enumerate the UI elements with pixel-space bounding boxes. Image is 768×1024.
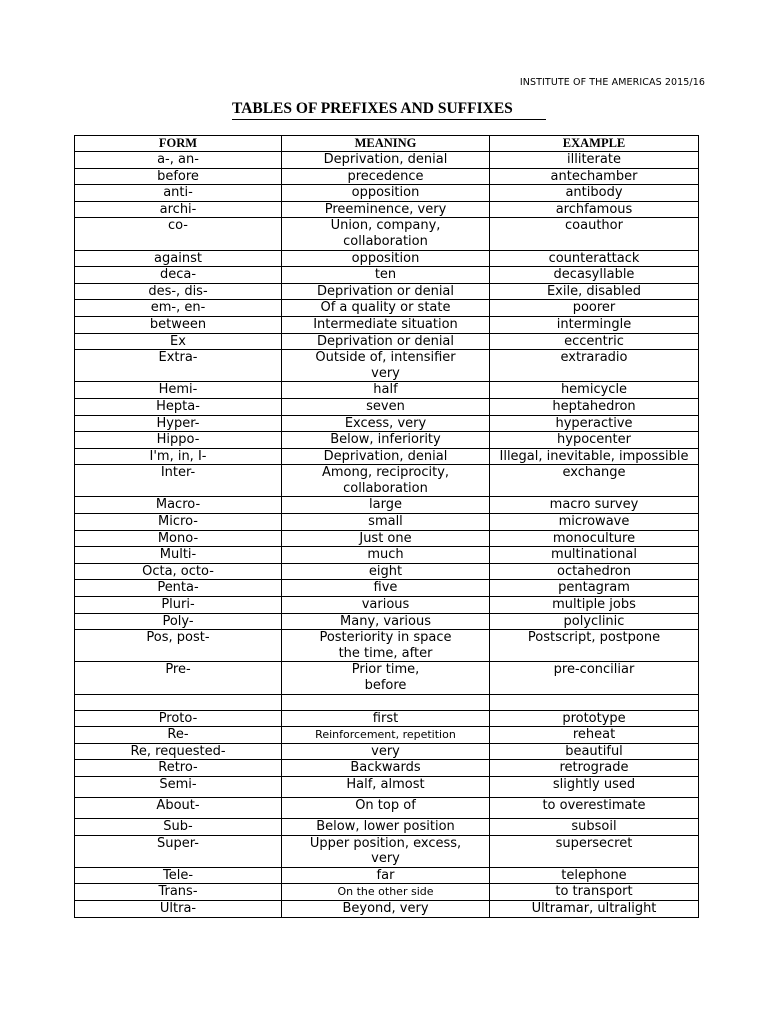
cell-meaning — [282, 432, 490, 449]
cell-example — [490, 867, 699, 884]
cell-form — [75, 530, 282, 547]
form-text: Trans- — [158, 884, 198, 900]
table-row — [75, 818, 699, 835]
meaning-text: five — [373, 580, 398, 596]
cell-example — [490, 497, 699, 514]
meaning-text: Among, reciprocity, collaboration — [321, 465, 450, 496]
cell-form — [75, 613, 282, 630]
cell-example — [490, 580, 699, 597]
meaning-text: On the other side — [337, 885, 434, 899]
cell-form — [75, 630, 282, 662]
cell-form — [75, 514, 282, 531]
meaning-text: much — [367, 547, 404, 563]
form-text: Extra- — [158, 350, 198, 366]
cell-example — [490, 743, 699, 760]
cell-example — [490, 267, 699, 284]
table-row — [75, 168, 699, 185]
cell-meaning — [282, 563, 490, 580]
form-text: Tele- — [162, 867, 194, 883]
form-text: Pluri- — [161, 597, 195, 613]
example-text: microwave — [558, 514, 630, 530]
table-row — [75, 432, 699, 449]
cell-example — [490, 300, 699, 317]
column-header-meaning: MEANING — [282, 136, 490, 152]
table-row — [75, 316, 699, 333]
cell-meaning — [282, 710, 490, 727]
meaning-text: various — [361, 597, 410, 613]
form-text: Pre- — [165, 662, 191, 678]
cell-meaning — [282, 497, 490, 514]
document-title: TABLES OF PREFIXES AND SUFFIXES — [232, 100, 546, 120]
cell-meaning — [282, 835, 490, 867]
table-row — [75, 497, 699, 514]
cell-example — [490, 694, 699, 710]
example-text: coauthor — [565, 218, 623, 234]
cell-example — [490, 350, 699, 382]
cell-form — [75, 432, 282, 449]
cell-meaning — [282, 250, 490, 267]
cell-example — [490, 547, 699, 564]
cell-meaning — [282, 514, 490, 531]
table-row — [75, 448, 699, 465]
cell-meaning — [282, 884, 490, 901]
example-text: Illegal, inevitable, impossible — [499, 448, 689, 464]
form-text: Hyper- — [156, 415, 200, 431]
cell-form — [75, 694, 282, 710]
cell-form — [75, 283, 282, 300]
form-text: Re- — [167, 727, 189, 743]
example-text: hyperactive — [555, 415, 633, 431]
cell-form — [75, 218, 282, 250]
meaning-text: half — [373, 382, 398, 398]
form-text: Macro- — [155, 497, 201, 513]
meaning-text: opposition — [351, 250, 420, 266]
cell-meaning — [282, 743, 490, 760]
meaning-text: Intermediate situation — [313, 316, 458, 332]
example-text: multinational — [551, 547, 637, 563]
table-row — [75, 776, 699, 797]
cell-meaning — [282, 867, 490, 884]
cell-meaning — [282, 662, 490, 694]
table-row — [75, 300, 699, 317]
cell-form — [75, 250, 282, 267]
meaning-text: Deprivation, denial — [323, 448, 448, 464]
example-text: octahedron — [557, 563, 631, 579]
form-text: Inter- — [160, 465, 196, 481]
cell-form — [75, 448, 282, 465]
form-text: Penta- — [157, 580, 199, 596]
example-text: Ultramar, ultralight — [531, 900, 657, 916]
form-text: against — [154, 250, 202, 266]
example-text: pre-conciliar — [553, 662, 635, 678]
cell-meaning — [282, 530, 490, 547]
cell-form — [75, 580, 282, 597]
cell-meaning — [282, 333, 490, 350]
cell-example — [490, 662, 699, 694]
table-row — [75, 250, 699, 267]
cell-meaning — [282, 350, 490, 382]
cell-form — [75, 350, 282, 382]
cell-example — [490, 316, 699, 333]
form-text: em-, en- — [150, 300, 206, 316]
cell-meaning — [282, 218, 490, 250]
cell-form — [75, 743, 282, 760]
meaning-text: seven — [366, 398, 405, 414]
example-text: antibody — [565, 185, 623, 201]
meaning-text: ten — [374, 267, 397, 283]
table-row — [75, 514, 699, 531]
cell-meaning — [282, 597, 490, 614]
example-text: counterattack — [548, 250, 640, 266]
cell-form — [75, 597, 282, 614]
column-header-example: EXAMPLE — [490, 136, 699, 152]
table-header-row — [75, 136, 699, 152]
cell-form — [75, 415, 282, 432]
cell-meaning — [282, 547, 490, 564]
cell-form — [75, 267, 282, 284]
cell-example — [490, 884, 699, 901]
cell-example — [490, 597, 699, 614]
table-row — [75, 597, 699, 614]
cell-form — [75, 168, 282, 185]
example-text: to overestimate — [542, 797, 646, 813]
cell-example — [490, 760, 699, 777]
table-row — [75, 710, 699, 727]
cell-meaning — [282, 168, 490, 185]
cell-example — [490, 613, 699, 630]
example-text: eccentric — [564, 333, 624, 349]
cell-meaning — [282, 465, 490, 497]
meaning-text: far — [376, 867, 395, 883]
cell-example — [490, 432, 699, 449]
example-text: to transport — [555, 884, 633, 900]
table-row — [75, 283, 699, 300]
cell-meaning — [282, 185, 490, 202]
form-text: Sub- — [163, 818, 193, 834]
meaning-text: Excess, very — [344, 415, 427, 431]
cell-meaning — [282, 415, 490, 432]
example-text: polyclinic — [563, 613, 625, 629]
cell-form — [75, 547, 282, 564]
form-text: Hippo- — [156, 432, 200, 448]
meaning-text: Posteriority in space the time, after — [319, 630, 452, 661]
cell-form — [75, 398, 282, 415]
cell-form — [75, 727, 282, 744]
form-text: between — [149, 316, 207, 332]
cell-example — [490, 333, 699, 350]
example-text: hemicycle — [560, 382, 628, 398]
meaning-text: Below, lower position — [316, 818, 455, 834]
form-text: Re, requested- — [130, 743, 226, 759]
cell-meaning — [282, 818, 490, 835]
meaning-text: Of a quality or state — [320, 300, 451, 316]
cell-form — [75, 760, 282, 777]
table-row — [75, 333, 699, 350]
table-row — [75, 398, 699, 415]
cell-example — [490, 152, 699, 169]
meaning-text: opposition — [351, 185, 420, 201]
form-text: Hepta- — [156, 398, 200, 414]
meaning-text: eight — [368, 563, 403, 579]
cell-meaning — [282, 694, 490, 710]
example-text: decasyllable — [553, 267, 635, 283]
cell-meaning — [282, 776, 490, 797]
cell-example — [490, 382, 699, 399]
cell-form — [75, 316, 282, 333]
cell-form — [75, 563, 282, 580]
cell-form — [75, 710, 282, 727]
cell-example — [490, 776, 699, 797]
cell-meaning — [282, 398, 490, 415]
form-text: a-, an- — [157, 152, 199, 167]
meaning-text: large — [369, 497, 402, 513]
table-row — [75, 350, 699, 382]
table-row — [75, 267, 699, 284]
cell-form — [75, 465, 282, 497]
form-text: Micro- — [158, 514, 198, 530]
cell-form — [75, 201, 282, 218]
example-text: antechamber — [550, 168, 638, 184]
example-text: macro survey — [549, 497, 639, 513]
table-row — [75, 530, 699, 547]
meaning-text: Backwards — [350, 760, 421, 776]
cell-example — [490, 250, 699, 267]
form-text: Pos, post- — [146, 630, 210, 646]
example-text: monoculture — [552, 530, 636, 546]
example-text: telephone — [561, 867, 627, 883]
example-text: hypocenter — [557, 432, 631, 448]
cell-form — [75, 152, 282, 169]
table-row — [75, 152, 699, 169]
institute-header: INSTITUTE OF THE AMERICAS 2015/16 — [519, 77, 705, 88]
example-text: archfamous — [555, 201, 633, 217]
table-row — [75, 743, 699, 760]
cell-form — [75, 333, 282, 350]
cell-example — [490, 710, 699, 727]
cell-form — [75, 867, 282, 884]
cell-meaning — [282, 900, 490, 917]
meaning-text: Upper position, excess, very — [309, 835, 462, 867]
cell-form — [75, 497, 282, 514]
cell-meaning — [282, 630, 490, 662]
cell-example — [490, 514, 699, 531]
cell-meaning — [282, 448, 490, 465]
table-row — [75, 415, 699, 432]
form-text: I'm, in, I- — [149, 448, 207, 464]
cell-example — [490, 727, 699, 744]
form-text: Super- — [157, 835, 199, 851]
meaning-text: Many, various — [340, 613, 431, 629]
cell-example — [490, 835, 699, 867]
example-text: supersecret — [555, 835, 633, 851]
example-text: poorer — [572, 300, 616, 316]
meaning-text: Deprivation or denial — [316, 283, 455, 299]
example-text: Postscript, postpone — [527, 630, 661, 646]
table-row — [75, 630, 699, 662]
example-text: exchange — [562, 465, 626, 481]
meaning-text: On top of — [355, 797, 416, 813]
cell-meaning — [282, 760, 490, 777]
form-text: Retro- — [158, 760, 198, 776]
form-text: Poly- — [162, 613, 194, 629]
meaning-text: Half, almost — [346, 776, 425, 792]
column-header-form: FORM — [75, 136, 282, 152]
table-row — [75, 465, 699, 497]
example-text: illiterate — [567, 152, 621, 167]
table-row — [75, 201, 699, 218]
cell-form — [75, 835, 282, 867]
form-text: Hemi- — [158, 382, 198, 398]
cell-example — [490, 398, 699, 415]
table-row — [75, 867, 699, 884]
form-text: About- — [156, 797, 200, 813]
meaning-text: Preeminence, very — [324, 201, 447, 217]
form-text: deca- — [159, 267, 197, 283]
cell-meaning — [282, 316, 490, 333]
cell-form — [75, 300, 282, 317]
meaning-text: very — [371, 743, 400, 759]
meaning-text: Deprivation, denial — [323, 152, 448, 167]
table-row — [75, 884, 699, 901]
cell-example — [490, 797, 699, 818]
form-text: Multi- — [159, 547, 197, 563]
table-row — [75, 797, 699, 818]
cell-example — [490, 900, 699, 917]
form-text: Proto- — [158, 710, 198, 726]
cell-meaning — [282, 152, 490, 169]
meaning-text: precedence — [347, 168, 424, 184]
meaning-text: Outside of, intensifier very — [315, 350, 456, 381]
cell-example — [490, 283, 699, 300]
form-text: Ultra- — [159, 900, 197, 916]
cell-example — [490, 465, 699, 497]
cell-meaning — [282, 201, 490, 218]
cell-meaning — [282, 727, 490, 744]
cell-example — [490, 201, 699, 218]
form-text: Mono- — [157, 530, 199, 546]
example-text: subsoil — [571, 818, 617, 834]
cell-meaning — [282, 283, 490, 300]
cell-meaning — [282, 797, 490, 818]
table-row — [75, 580, 699, 597]
meaning-text: Union, company, collaboration — [330, 218, 441, 249]
form-text: des-, dis- — [148, 283, 208, 299]
cell-example — [490, 448, 699, 465]
form-text: anti- — [163, 185, 193, 201]
table-row — [75, 835, 699, 867]
table-row — [75, 662, 699, 694]
example-text: beautiful — [565, 743, 623, 759]
table-row — [75, 613, 699, 630]
example-text: heptahedron — [552, 398, 636, 414]
table-row — [75, 547, 699, 564]
form-text: Semi- — [159, 776, 197, 792]
meaning-text: Prior time, before — [351, 662, 420, 693]
cell-meaning — [282, 580, 490, 597]
example-text: Exile, disabled — [546, 283, 642, 299]
prefix-table — [74, 135, 699, 918]
cell-example — [490, 218, 699, 250]
cell-example — [490, 530, 699, 547]
form-text: Ex — [170, 333, 186, 349]
example-text: pentagram — [558, 580, 630, 596]
meaning-text: Just one — [359, 530, 412, 546]
meaning-text: small — [368, 514, 403, 530]
cell-example — [490, 168, 699, 185]
cell-form — [75, 662, 282, 694]
table-row — [75, 760, 699, 777]
form-text: Octa, octo- — [142, 563, 214, 579]
cell-meaning — [282, 382, 490, 399]
cell-example — [490, 415, 699, 432]
example-text: intermingle — [556, 316, 632, 332]
cell-form — [75, 900, 282, 917]
cell-form — [75, 797, 282, 818]
example-text: slightly used — [552, 776, 636, 792]
cell-meaning — [282, 613, 490, 630]
cell-example — [490, 818, 699, 835]
meaning-text: Beyond, very — [342, 900, 429, 916]
example-text: prototype — [562, 710, 626, 726]
table-row — [75, 727, 699, 744]
meaning-text: Deprivation or denial — [316, 333, 455, 349]
table-row — [75, 563, 699, 580]
example-text: retrograde — [559, 760, 629, 776]
cell-meaning — [282, 267, 490, 284]
meaning-text: first — [372, 710, 399, 726]
form-text: archi- — [159, 201, 197, 217]
example-text: reheat — [572, 727, 616, 743]
example-text: extraradio — [560, 350, 628, 366]
form-text: co- — [167, 218, 189, 234]
table-row — [75, 694, 699, 710]
cell-form — [75, 185, 282, 202]
cell-form — [75, 884, 282, 901]
cell-form — [75, 818, 282, 835]
form-text: before — [157, 168, 199, 184]
table-row — [75, 900, 699, 917]
cell-meaning — [282, 300, 490, 317]
cell-example — [490, 630, 699, 662]
table-body — [75, 152, 699, 918]
meaning-text: Reinforcement, repetition — [315, 728, 456, 742]
table-row — [75, 382, 699, 399]
example-text: multiple jobs — [552, 597, 636, 613]
table-row — [75, 185, 699, 202]
cell-form — [75, 776, 282, 797]
cell-example — [490, 185, 699, 202]
cell-form — [75, 382, 282, 399]
cell-example — [490, 563, 699, 580]
table-row — [75, 218, 699, 250]
meaning-text: Below, inferiority — [330, 432, 441, 448]
